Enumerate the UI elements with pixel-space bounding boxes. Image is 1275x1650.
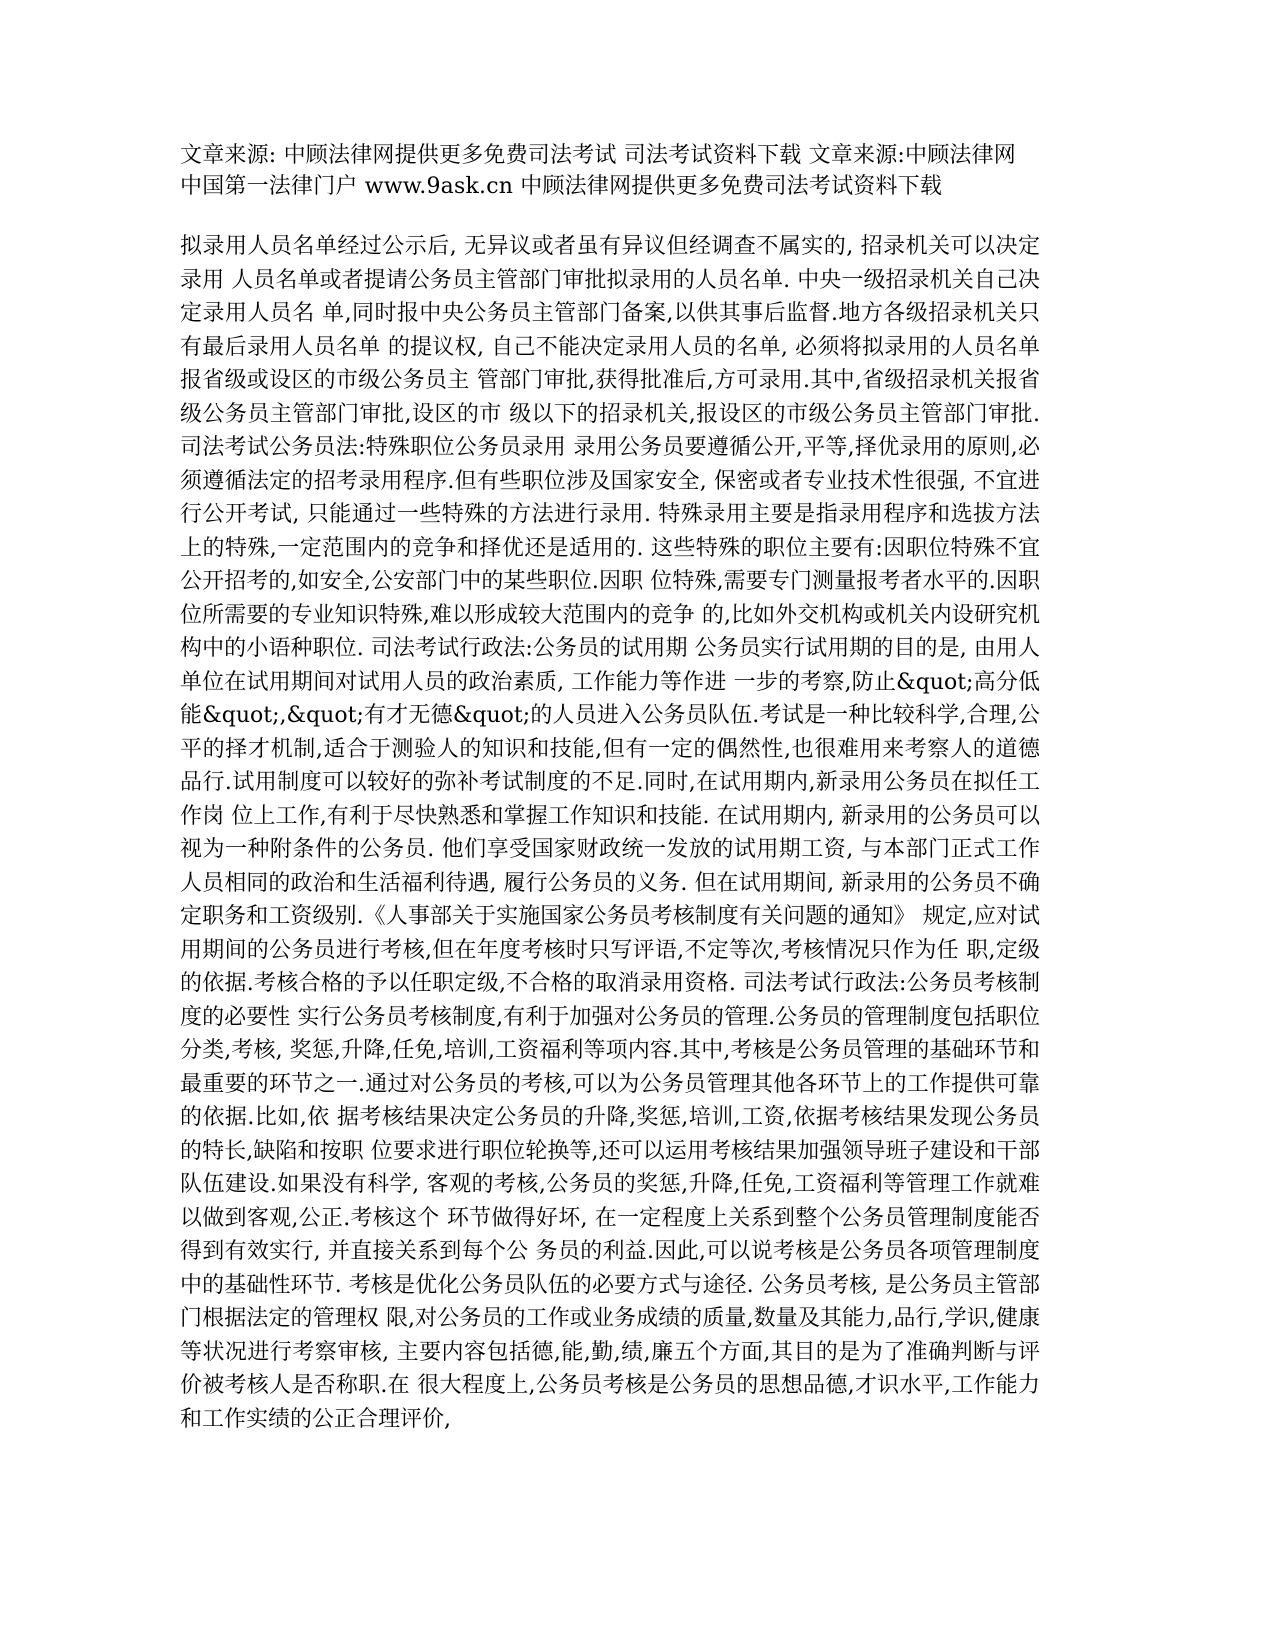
- source-attribution: 文章来源: 中顾法律网提供更多免费司法考试 司法考试资料下载 文章来源:中顾法律网 中国第一法律门户 www.9ask.cn 中顾法律网提供更多免费司法考试资料下载: [180, 143, 1017, 199]
- document-body-paragraph: 拟录用人员名单经过公示后, 无异议或者虽有异议但经调查不属实的, 招录机关可以决定录用 人员名单或者提请公务员主管部门审批拟录用的人员名单. 中央一级招录机关自己决定录用人员名 单,同时报中央公务员主管部门备案,以供其事后监督.地方各级招录机关只有最后录用人员名单 的提议权, 自己不能决定录用人员的名单, 必须将拟录用的人员名单报省级或设区的市级公务员主 管部门审批,获得批准后,方可录用.其中,省级招录机关报省级公务员主管部门审批,设区的市 级以下的招录机关,报设区的市级公务员主管部门审批. 司法考试公务员法:特殊职位公务员录用 录用公务员要遵循公开,平等,择优录用的原则,必须遵循法定的招考录用程序.但有些职位涉及国家安全, 保密或者专业技术性很强, 不宜进行公开考试, 只能通过一些特殊的方法进行录用. 特殊录用主要是指录用程序和选拔方法上的特殊,一定范围内的竞争和择优还是适用的. 这些特殊的职位主要有:因职位特殊不宜公开招考的,如安全,公安部门中的某些职位.因职 位特殊,需要专门测量报考者水平的.因职位所需要的专业知识特殊,难以形成较大范围内的竞争 的,比如外交机构或机关内设研究机构中的小语种职位. 司法考试行政法:公务员的试用期 公务员实行试用期的目的是, 由用人单位在试用期间对试用人员的政治素质, 工作能力等作进 一步的考察,防止&quot;高分低能&quot;,&quot;有才无德&quot;的人员进入公务员队伍.考试是一种比较科学,合理,公平的择才机制,适合于测验人的知识和技能,但有一定的偶然性,也很难用来考察人的道德 品行.试用制度可以较好的弥补考试制度的不足.同时,在试用期内,新录用公务员在拟任工作岗 位上工作,有利于尽快熟悉和掌握工作知识和技能. 在试用期内, 新录用的公务员可以视为一种附条件的公务员. 他们享受国家财政统一发放的试用期工资, 与本部门正式工作人员相同的政治和生活福利待遇, 履行公务员的义务. 但在试用期间, 新录用的公务员不确定职务和工资级别.《人事部关于实施国家公务员考核制度有关问题的通知》 规定,应对试用期间的公务员进行考核,但在年度考核时只写评语,不定等次,考核情况只作为任 职,定级的依据.考核合格的予以任职定级,不合格的取消录用资格. 司法考试行政法:公务员考核制度的必要性 实行公务员考核制度,有利于加强对公务员的管理.公务员的管理制度包括职位分类,考核, 奖惩,升降,任免,培训,工资福利等项内容.其中,考核是公务员管理的基础环节和最重要的环节之一.通过对公务员的考核,可以为公务员管理其他各环节上的工作提供可靠的依据.比如,依 据考核结果决定公务员的升降,奖惩,培训,工资,依据考核结果发现公务员的特长,缺陷和按职 位要求进行职位轮换等,还可以运用考核结果加强领导班子建设和干部队伍建设.如果没有科学, 客观的考核,公务员的奖惩,升降,任免,工资福利等管理工作就难以做到客观,公正.考核这个 环节做得好坏, 在一定程度上关系到整个公务员管理制度能否得到有效实行, 并直接关系到每个公 务员的利益.因此,可以说考核是公务员各项管理制度中的基础性环节. 考核是优化公务员队伍的必要方式与途径. 公务员考核, 是公务员主管部门根据法定的管理权 限,对公务员的工作或业务成绩的质量,数量及其能力,品行,学识,健康等状况进行考察审核, 主要内容包括德,能,勤,绩,廉五个方面,其目的是为了准确判断与评价被考核人是否称职.在 很大程度上,公务员考核是公务员的思想品德,才识水平,工作能力和工作实绩的公正合理评价,: [180, 234, 1040, 1432]
- document-page: [180, 140, 1040, 1436]
